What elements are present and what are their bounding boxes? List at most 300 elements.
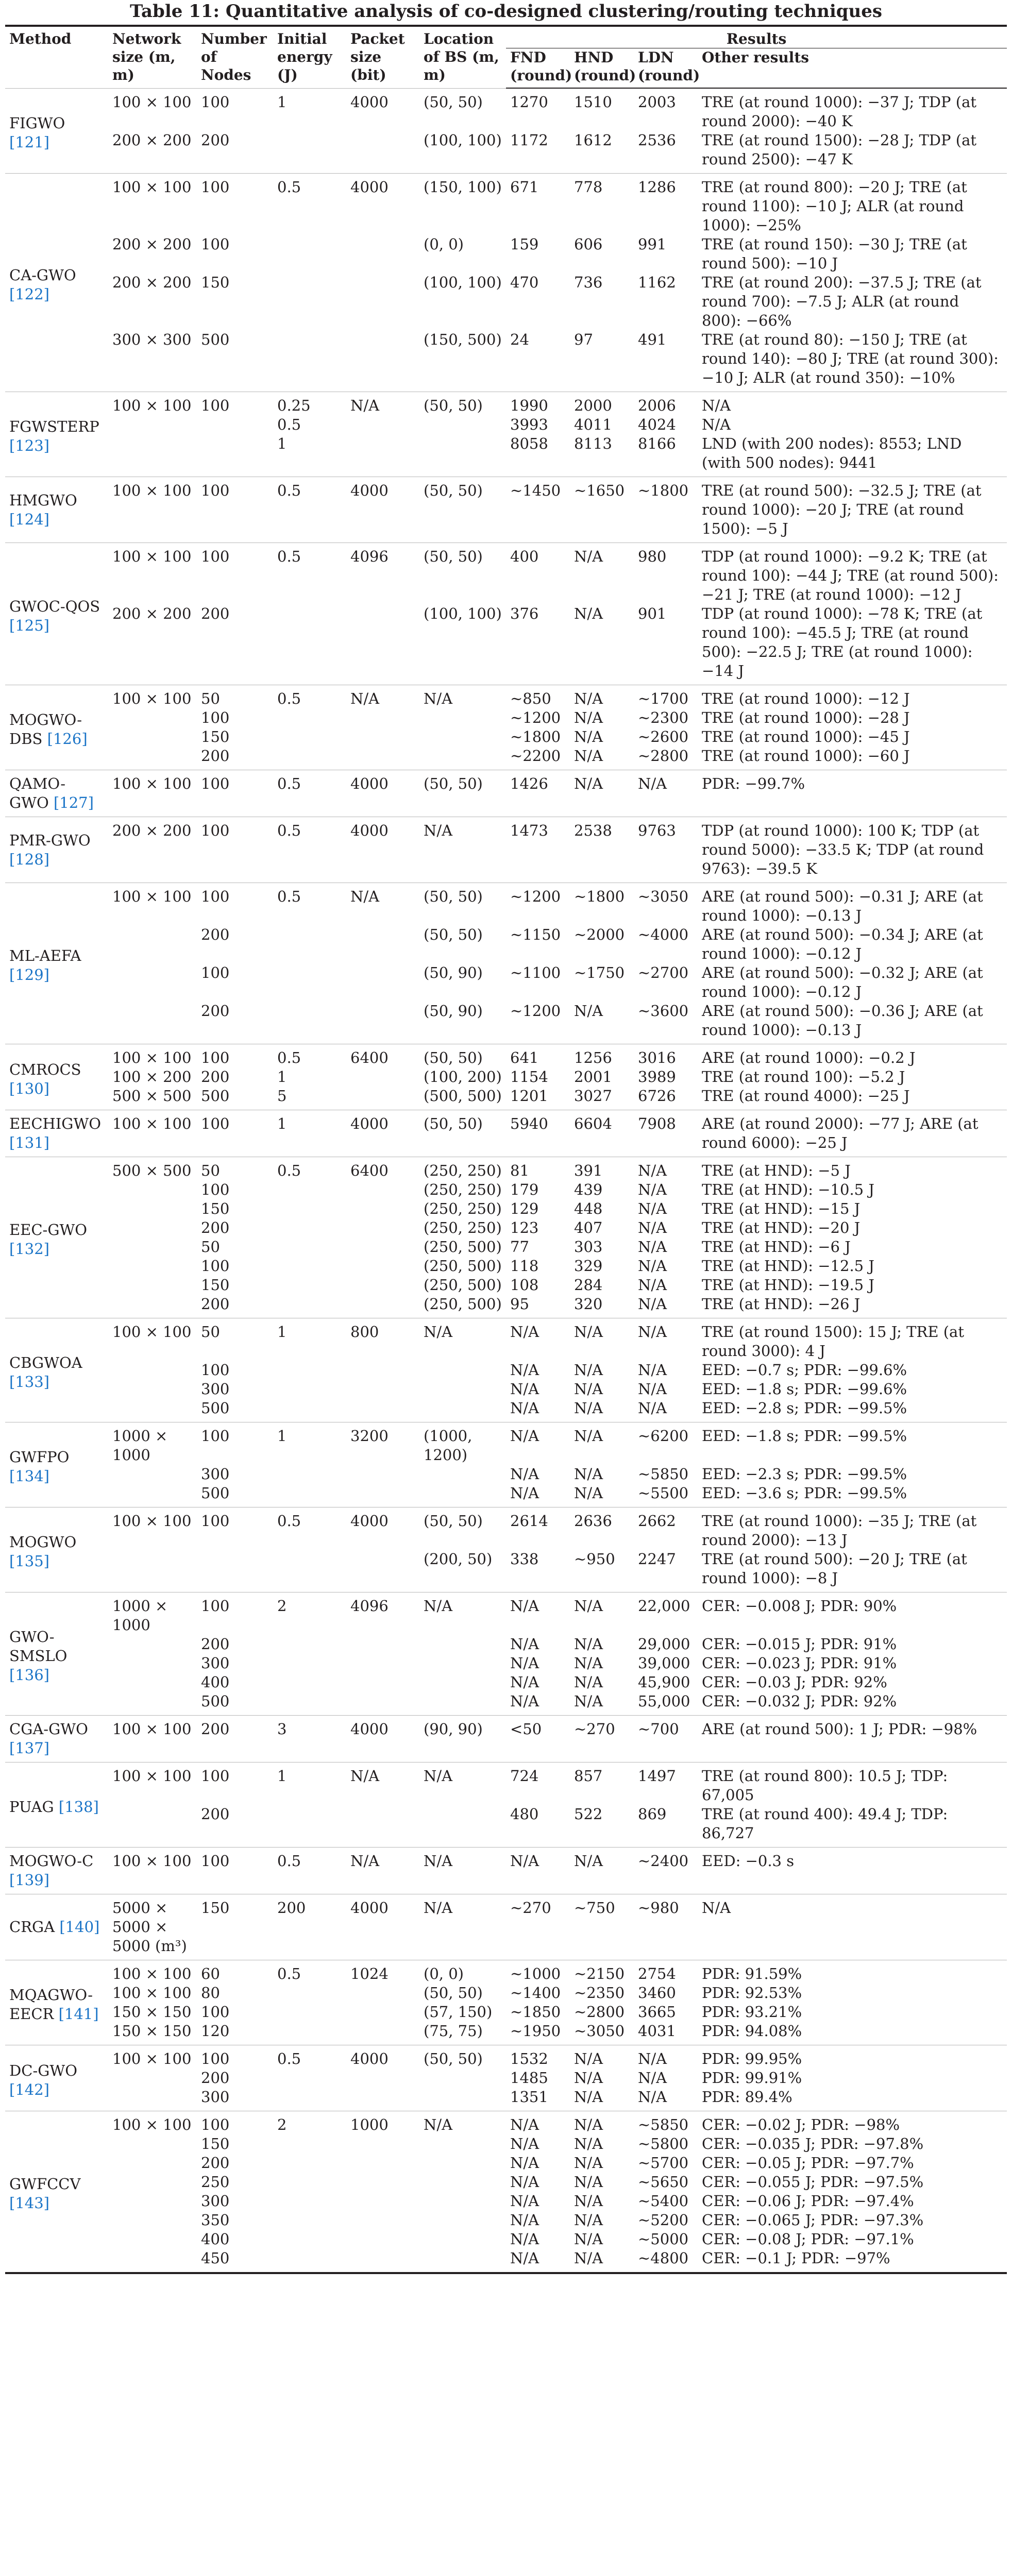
cell-bs [419, 2154, 506, 2173]
cell-hnd: N/A [570, 2111, 634, 2135]
cell-ldn: 991 [638, 235, 667, 253]
cell-ldn: N/A [638, 1219, 667, 1236]
cell-bs [419, 1673, 506, 1692]
cell-fnd: 1426 [506, 770, 570, 817]
cell-nodes: 200 [201, 605, 230, 622]
cell-ldn: 4024 [638, 416, 676, 433]
caption-label: Table 11: [129, 1, 220, 22]
cell-fnd: 8058 [510, 435, 548, 452]
cell-packet [346, 1361, 419, 1380]
citation-link[interactable]: [134] [9, 1467, 49, 1485]
cell-other: ARE (at round 500): −0.36 J; ARE (at round 1000): −0.13 J [702, 1002, 983, 1039]
cell-other: CER: −0.065 J; PDR: −97.3% [702, 2211, 924, 2229]
cell-bs: (250, 250) [424, 1181, 502, 1198]
table-row [5, 1399, 1007, 1422]
citation-link[interactable]: [135] [9, 1552, 49, 1570]
cell-packet [346, 1199, 419, 1218]
cell-energy [273, 2211, 346, 2230]
cell-bs [419, 1484, 506, 1507]
cell-nodes: 200 [201, 131, 230, 149]
cell-ldn: 3665 [638, 2003, 676, 2021]
cell-nodes: 400 [201, 2230, 230, 2248]
citation-link[interactable]: [138] [58, 1798, 99, 1816]
cell-ldn: 2247 [638, 1550, 676, 1568]
table-row [5, 415, 1007, 434]
table-row [5, 1894, 1007, 1960]
cell-fnd: 1473 [506, 817, 570, 883]
method-cell [5, 1894, 108, 1960]
cell-packet [346, 2088, 419, 2111]
cell-energy [273, 2022, 346, 2045]
cell-ldn: ~5500 [638, 1484, 689, 1502]
cell-nodes: 500 [201, 1484, 230, 1502]
citation-link[interactable]: [133] [9, 1372, 49, 1391]
cell-fnd: 77 [510, 1238, 529, 1256]
cell-other: TRE (at HND): −20 J [702, 1219, 861, 1236]
cell-energy: 0.5 [277, 416, 301, 433]
method-name: GWOC-QOS [9, 597, 100, 615]
cell-hnd: N/A [574, 1635, 603, 1653]
header-bs-location: Location of BS (m, m) [419, 26, 506, 88]
cell-nodes: 100 [201, 709, 230, 726]
cell-bs [419, 1380, 506, 1399]
cell-energy [273, 1805, 346, 1848]
citation-link[interactable]: [121] [9, 133, 49, 151]
cell-bs: N/A [419, 1762, 506, 1805]
header-fnd: FND (round) [506, 48, 570, 89]
cell-other: LND (with 200 nodes): 8553; LND (with 500 nodes): 9441 [702, 435, 962, 471]
cell-nodes: 150 [201, 1200, 230, 1217]
cell-hnd: N/A [574, 1673, 603, 1691]
cell-energy [273, 2154, 346, 2173]
cell-hnd: N/A [570, 1848, 634, 1894]
method-cell [5, 817, 108, 883]
cell-size [108, 925, 197, 963]
cell-energy [273, 1361, 346, 1380]
cell-nodes: 150 [197, 1894, 273, 1960]
table-row [5, 1110, 1007, 1157]
cell-energy: 1 [277, 435, 287, 452]
cell-fnd: N/A [510, 1484, 539, 1502]
cell-size: 100 × 100 [108, 883, 197, 926]
table-row [5, 2230, 1007, 2249]
cell-size [108, 1673, 197, 1692]
cell-hnd: N/A [574, 605, 603, 622]
cell-other: TRE (at round 500): −32.5 J; TRE (at round 1000): −20 J; TRE (at round 1500): −5 J [698, 477, 1007, 543]
cell-packet [346, 2230, 419, 2249]
method-cell [5, 1422, 108, 1507]
table-row [5, 883, 1007, 926]
cell-other: CER: −0.03 J; PDR: 92% [702, 1673, 887, 1691]
cell-size [108, 2230, 197, 2249]
cell-fnd: <50 [506, 1716, 570, 1762]
cell-nodes: 50 [197, 685, 273, 709]
cell-other: TRE (at round 80): −150 J; TRE (at round 140): −80 J; TRE (at round 300): −10 J; ALR (at round 350): −10% [702, 331, 999, 386]
table-row [5, 2154, 1007, 2173]
table-row [5, 1257, 1007, 1276]
cell-size: 100 × 200 [112, 1068, 192, 1086]
cell-other: EED: −1.8 s; PDR: −99.5% [698, 1422, 1007, 1465]
cell-ldn: ~1700 [634, 685, 698, 709]
cell-other: ARE (at round 500): 1 J; PDR: −98% [698, 1716, 1007, 1762]
table-row [5, 1199, 1007, 1218]
cell-fnd: 95 [510, 1295, 529, 1313]
cell-packet: 4096 [346, 1592, 419, 1635]
cell-nodes: 100 [201, 2003, 230, 2021]
cell-fnd: 1270 [506, 88, 570, 131]
cell-hnd: 522 [574, 1805, 603, 1823]
cell-hnd: 2538 [570, 817, 634, 883]
cell-nodes: 200 [201, 747, 230, 765]
citation-link[interactable]: [122] [9, 285, 49, 303]
cell-nodes: 80 [201, 1984, 220, 2002]
cell-ldn: 491 [638, 331, 667, 348]
method-name: MOGWO-DBS [9, 711, 82, 748]
citation-link[interactable]: [125] [9, 616, 49, 634]
cell-fnd: 108 [510, 1276, 539, 1294]
cell-fnd: N/A [510, 2154, 539, 2172]
cell-other: TRE (at round 1500): −28 J; TDP (at round 2500): −47 K [702, 131, 977, 168]
cell-nodes: 200 [201, 926, 230, 943]
table-page [5, 0, 1007, 2274]
cell-packet [346, 1654, 419, 1673]
table-row [5, 1422, 1007, 1465]
method-name: GWO-SMSLO [9, 1628, 68, 1665]
header-results: Results [506, 26, 1007, 48]
method-cell [5, 477, 108, 543]
cell-size: 100 × 100 [108, 1762, 197, 1805]
cell-other: EED: −2.8 s; PDR: −99.5% [702, 1399, 907, 1417]
cell-packet: 4000 [346, 817, 419, 883]
cell-bs: (50, 50) [419, 88, 506, 131]
cell-packet: 4000 [346, 2045, 419, 2069]
cell-bs: (100, 100) [424, 274, 502, 291]
cell-other: PDR: 91.59% [698, 1960, 1007, 1984]
cell-hnd: 448 [574, 1200, 603, 1217]
cell-hnd: N/A [574, 728, 603, 745]
cell-hnd: N/A [574, 1654, 603, 1672]
cell-fnd: N/A [510, 2135, 539, 2153]
cell-packet: 4000 [346, 1110, 419, 1157]
cell-nodes: 200 [201, 1002, 230, 1020]
cell-ldn: ~3600 [638, 1002, 689, 1020]
cell-ldn: 2662 [634, 1507, 698, 1550]
cell-hnd: N/A [574, 2230, 603, 2248]
cell-nodes: 150 [201, 2135, 230, 2153]
cell-bs [419, 2173, 506, 2192]
table-row [5, 1484, 1007, 1507]
citation-link[interactable]: [132] [9, 1240, 49, 1258]
cell-energy: 3 [273, 1716, 346, 1762]
table-row [5, 1238, 1007, 1257]
cell-hnd: N/A [570, 685, 634, 709]
cell-nodes: 500 [201, 1692, 230, 1710]
citation-link[interactable]: [123] [9, 437, 49, 454]
cell-fnd: 376 [510, 605, 539, 622]
cell-size [108, 1295, 197, 1318]
cell-ldn: ~5000 [638, 2230, 689, 2248]
cell-fnd: 480 [510, 1805, 539, 1823]
cell-nodes: 100 [201, 1361, 230, 1379]
cell-energy: 200 [273, 1894, 346, 1960]
cell-hnd: 320 [574, 1295, 603, 1313]
cell-bs: (50, 50) [419, 1044, 506, 1068]
citation-link[interactable]: [131] [9, 1134, 49, 1151]
cell-hnd: N/A [570, 1592, 634, 1635]
table-row [5, 747, 1007, 770]
cell-bs: (150, 500) [424, 331, 502, 348]
cell-size [108, 434, 197, 477]
cell-bs: N/A [419, 817, 506, 883]
cell-nodes: 50 [197, 1318, 273, 1361]
header-packet-size: Packet size (bit) [346, 26, 419, 88]
method-cell [5, 1157, 108, 1318]
cell-fnd: ~270 [506, 1894, 570, 1960]
cell-packet [346, 1380, 419, 1399]
cell-bs: (250, 500) [424, 1295, 502, 1313]
cell-energy [273, 727, 346, 747]
cell-ldn: 1162 [638, 274, 676, 291]
cell-hnd: N/A [574, 1465, 603, 1483]
cell-fnd: 2614 [506, 1507, 570, 1550]
cell-bs: (50, 50) [419, 392, 506, 416]
table-row [5, 1848, 1007, 1894]
cell-hnd: 2000 [570, 392, 634, 416]
cell-nodes: 100 [197, 1422, 273, 1465]
method-name: FGWSTERP [9, 418, 99, 435]
cell-energy [273, 273, 346, 330]
cell-energy [273, 1399, 346, 1422]
cell-size: 100 × 100 [108, 392, 197, 416]
cell-nodes [197, 415, 273, 434]
table-row [5, 235, 1007, 273]
cell-hnd: ~270 [570, 1716, 634, 1762]
cell-energy [273, 2069, 346, 2088]
header-initial-energy: Initial energy (J) [273, 26, 346, 88]
cell-other: CER: −0.015 J; PDR: 91% [702, 1635, 897, 1653]
cell-nodes: 100 [197, 770, 273, 817]
cell-fnd: N/A [506, 1422, 570, 1465]
cell-bs: (50, 50) [419, 2045, 506, 2069]
cell-other: TRE (at round 150): −30 J; TRE (at round 500): −10 J [702, 235, 967, 272]
cell-bs: N/A [419, 1318, 506, 1361]
citation-link[interactable]: [129] [9, 966, 49, 984]
cell-packet [346, 1465, 419, 1484]
header-row-top [5, 26, 1007, 48]
cell-hnd: ~1650 [570, 477, 634, 543]
cell-other: TRE (at round 200): −37.5 J; TRE (at round 700): −7.5 J; ALR (at round 800): −66% [702, 274, 982, 329]
cell-other: ARE (at round 500): −0.32 J; ARE (at round 1000): −0.12 J [702, 964, 983, 1001]
cell-ldn: ~5800 [638, 2135, 689, 2153]
cell-energy [273, 235, 346, 273]
cell-fnd: 3993 [510, 416, 548, 433]
cell-fnd: N/A [510, 1692, 539, 1710]
cell-packet [346, 273, 419, 330]
cell-size: 200 × 200 [112, 235, 192, 253]
cell-size: 100 × 100 [108, 1848, 197, 1894]
cell-size [108, 963, 197, 1002]
cell-hnd: N/A [574, 2088, 603, 2106]
cell-other: N/A [698, 392, 1007, 416]
cell-ldn: N/A [638, 1380, 667, 1398]
cell-other: PDR: 94.08% [702, 2022, 802, 2040]
table-row [5, 2111, 1007, 2135]
citation-link[interactable]: [143] [9, 2194, 49, 2212]
cell-ldn: N/A [634, 1318, 698, 1361]
cell-bs [419, 1805, 506, 1848]
cell-fnd: N/A [506, 2111, 570, 2135]
cell-size: 100 × 100 [108, 88, 197, 131]
cell-nodes [197, 1550, 273, 1592]
cell-size: 200 × 200 [108, 817, 197, 883]
cell-hnd: N/A [574, 709, 603, 726]
cell-bs [419, 727, 506, 747]
cell-packet [346, 1673, 419, 1692]
cell-nodes: 300 [201, 1654, 230, 1672]
cell-ldn: 2003 [634, 88, 698, 131]
citation-link[interactable]: [128] [9, 850, 49, 868]
cell-energy [273, 2088, 346, 2111]
cell-size: 200 × 200 [112, 274, 192, 291]
cell-nodes: 120 [201, 2022, 230, 2040]
cell-fnd: 5940 [506, 1110, 570, 1157]
cell-nodes: 100 [197, 543, 273, 605]
cell-other: PDR: 89.4% [702, 2088, 792, 2106]
citation-link[interactable]: [142] [9, 2080, 49, 2098]
cell-nodes: 100 [197, 2045, 273, 2069]
cell-size: 5000 × 5000 × 5000 (m³) [108, 1894, 197, 1960]
cell-other: TRE (at round 1500): 15 J; TRE (at round 3000): 4 J [698, 1318, 1007, 1361]
cell-ldn: N/A [638, 2088, 667, 2106]
cell-other: ARE (at round 2000): −77 J; ARE (at round 6000): −25 J [698, 1110, 1007, 1157]
cell-hnd: 6604 [570, 1110, 634, 1157]
cell-size: 100 × 100 [108, 1507, 197, 1550]
cell-nodes: 150 [201, 728, 230, 745]
cell-energy: 0.5 [273, 2045, 346, 2069]
cell-size: 300 × 300 [112, 331, 192, 348]
method-name: CMROCS [9, 1060, 81, 1078]
cell-ldn: 1286 [634, 174, 698, 235]
cell-other: EED: −0.3 s [698, 1848, 1007, 1894]
cell-other: CER: −0.008 J; PDR: 90% [698, 1592, 1007, 1635]
cell-fnd: 123 [510, 1219, 539, 1236]
cell-energy [273, 1550, 346, 1592]
cell-size [108, 1276, 197, 1295]
cell-other: TRE (at round 1000): −35 J; TRE (at round 2000): −13 J [698, 1507, 1007, 1550]
cell-hnd: N/A [574, 1692, 603, 1710]
cell-packet [346, 330, 419, 392]
citation-link[interactable]: [124] [9, 510, 49, 528]
cell-size: 100 × 100 [108, 770, 197, 817]
cell-packet [346, 747, 419, 770]
cell-energy [273, 1380, 346, 1399]
cell-bs: (100, 100) [424, 131, 502, 149]
cell-hnd: ~1750 [574, 964, 625, 981]
cell-energy: 0.5 [273, 543, 346, 605]
cell-size: 100 × 100 [112, 1984, 192, 2002]
cell-bs: (90, 90) [419, 1716, 506, 1762]
cell-fnd: N/A [506, 1318, 570, 1361]
cell-energy: 0.5 [273, 1044, 346, 1068]
table-row [5, 817, 1007, 883]
cell-bs: (1000, 1200) [419, 1422, 506, 1465]
cell-size: 100 × 100 [108, 685, 197, 709]
citation-link[interactable]: [127] [53, 794, 94, 811]
method-cell [5, 88, 108, 174]
table-row [5, 1960, 1007, 1984]
cell-hnd: ~950 [574, 1550, 615, 1568]
citation-link[interactable]: [140] [59, 1918, 100, 1936]
cell-bs [419, 2134, 506, 2154]
cell-hnd: 2636 [570, 1507, 634, 1550]
cell-fnd: ~2200 [510, 747, 561, 765]
table-row [5, 2249, 1007, 2272]
header-ldn: LDN (round) [634, 48, 698, 89]
cell-ldn: 3016 [634, 1044, 698, 1068]
cell-packet: 4000 [346, 477, 419, 543]
cell-size [108, 2134, 197, 2154]
citation-link[interactable]: [136] [9, 1666, 49, 1684]
cell-size: 100 × 100 [108, 1716, 197, 1762]
cell-bs: (250, 250) [424, 1219, 502, 1236]
cell-energy [273, 330, 346, 392]
method-name: CRGA [9, 1918, 55, 1936]
cell-fnd: 470 [510, 274, 539, 291]
cell-bs [419, 1635, 506, 1654]
cell-packet [346, 1805, 419, 1848]
cell-nodes: 400 [201, 1673, 230, 1691]
cell-ldn: N/A [638, 1361, 667, 1379]
method-cell [5, 1762, 108, 1848]
citation-link[interactable]: [141] [58, 2005, 99, 2023]
citation-link[interactable]: [139] [9, 1871, 49, 1889]
citation-link[interactable]: [126] [47, 730, 88, 748]
cell-hnd: ~2800 [574, 2003, 625, 2021]
cell-packet [346, 1984, 419, 2003]
table-row [5, 770, 1007, 817]
cell-energy: 0.5 [273, 883, 346, 926]
cell-packet [346, 1276, 419, 1295]
cell-energy [273, 1180, 346, 1199]
citation-link[interactable]: [137] [9, 1739, 49, 1757]
cell-size [108, 1692, 197, 1716]
cell-fnd: 1201 [510, 1087, 548, 1105]
cell-nodes: 200 [201, 2069, 230, 2087]
cell-energy: 0.5 [273, 174, 346, 235]
cell-fnd: 641 [506, 1044, 570, 1068]
cell-size [108, 1199, 197, 1218]
cell-ldn: ~5650 [638, 2173, 689, 2191]
cell-energy [273, 1465, 346, 1484]
cell-hnd: N/A [574, 1380, 603, 1398]
cell-hnd: ~3050 [574, 2022, 625, 2040]
cell-fnd: ~1950 [510, 2022, 561, 2040]
cell-bs [419, 2249, 506, 2272]
cell-hnd: 3027 [574, 1087, 612, 1105]
cell-hnd: 284 [574, 1276, 603, 1294]
cell-fnd: ~1850 [510, 2003, 561, 2021]
cell-ldn: ~5700 [638, 2154, 689, 2172]
citation-link[interactable]: [130] [9, 1079, 49, 1097]
cell-ldn: ~2600 [638, 728, 689, 745]
cell-packet [346, 727, 419, 747]
cell-fnd: ~1200 [506, 883, 570, 926]
cell-hnd: 2001 [574, 1068, 612, 1086]
method-name: GWFCCV [9, 2175, 81, 2193]
cell-other: CER: −0.08 J; PDR: −97.1% [702, 2230, 914, 2248]
cell-energy [273, 747, 346, 770]
cell-ldn: 8166 [638, 435, 676, 452]
